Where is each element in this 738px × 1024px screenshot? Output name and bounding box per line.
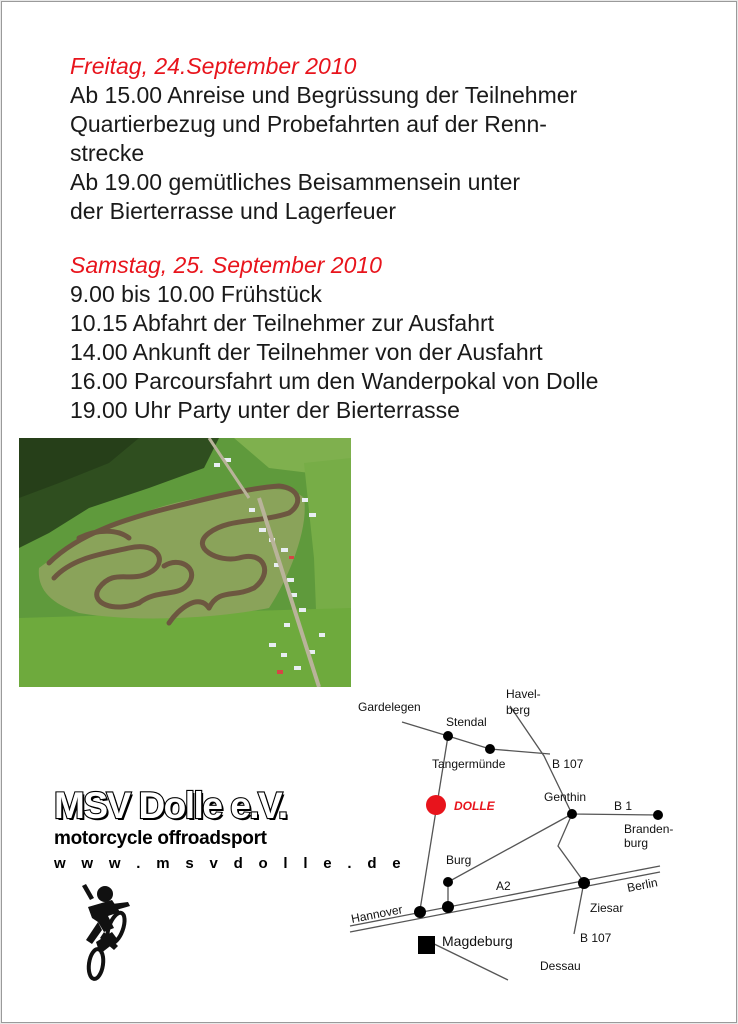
aerial-track-photo xyxy=(19,438,351,687)
node-burg xyxy=(443,877,453,887)
map-label-havelberg-2: berg xyxy=(506,703,531,717)
map-label-magdeburg: Magdeburg xyxy=(442,933,513,949)
event-schedule xyxy=(70,52,710,425)
map-label-dolle: DOLLE xyxy=(454,799,495,813)
map-label-b107-south: B 107 xyxy=(580,931,612,945)
map-label-hannover: Hannover xyxy=(349,902,404,926)
saturday-line: 19.00 Uhr Party unter der Bierterrasse xyxy=(70,397,460,423)
motocross-rider-icon xyxy=(68,882,138,982)
node-magdeburg-junction xyxy=(442,901,454,913)
aerial-photo-illustration xyxy=(19,438,351,687)
map-label-tangermuende: Tangermünde xyxy=(432,757,506,771)
map-label-b1: B 1 xyxy=(614,799,633,813)
saturday-line: 14.00 Ankunft der Teilnehmer von der Ausfahrt xyxy=(70,339,543,365)
road-gardelegen xyxy=(402,722,448,736)
map-label-berlin: Berlin xyxy=(625,875,659,895)
logo-title: MSV Dolle e.V. xyxy=(54,785,287,826)
logo-subtitle: motorcycle offroadsport xyxy=(54,828,267,849)
map-label-dessau: Dessau xyxy=(540,959,581,973)
node-tangermuende xyxy=(485,744,495,754)
friday-block xyxy=(70,52,710,226)
map-label-brandenburg-1: Branden- xyxy=(624,822,674,836)
flyer-page xyxy=(1,1,737,1023)
saturday-block xyxy=(70,251,710,425)
node-hannover xyxy=(414,906,426,918)
directions-map xyxy=(342,686,722,986)
road-stendal-genthin xyxy=(448,736,550,754)
friday-line: Quartierbezug und Probefahrten auf der Renn- xyxy=(70,111,547,137)
map-label-genthin: Genthin xyxy=(544,790,587,804)
club-logo xyxy=(54,785,407,872)
saturday-line: 16.00 Parcoursfahrt um den Wanderpokal von Dolle xyxy=(70,368,599,394)
dolle-marker-icon xyxy=(426,795,446,815)
map-label-brandenburg-2: burg xyxy=(624,836,649,850)
friday-line: Ab 19.00 gemütliches Beisammensein unter xyxy=(70,169,521,195)
map-label-b107-north: B 107 xyxy=(552,757,584,771)
node-genthin xyxy=(567,809,577,819)
map-label-ziesar: Ziesar xyxy=(590,901,624,915)
map-label-stendal: Stendal xyxy=(446,715,487,729)
road-b107-south xyxy=(558,814,584,934)
friday-line: der Bierterrasse und Lagerfeuer xyxy=(70,198,397,224)
map-label-havelberg-1: Havel- xyxy=(506,687,541,701)
node-ziesar xyxy=(578,877,590,889)
saturday-line: 10.15 Abfahrt der Teilnehmer zur Ausfahrt xyxy=(70,310,495,336)
saturday-line: 9.00 bis 10.00 Frühstück xyxy=(70,281,322,307)
node-magdeburg xyxy=(418,936,435,954)
friday-line: Ab 15.00 Anreise und Begrüssung der Teilnehmer xyxy=(70,82,578,108)
map-label-a2: A2 xyxy=(496,879,511,893)
map-label-burg: Burg xyxy=(446,853,472,867)
logo-url[interactable]: w w w . m s v d o l l e . d e xyxy=(54,855,407,872)
node-brandenburg xyxy=(653,810,663,820)
saturday-heading: Samstag, 25. September 2010 xyxy=(70,252,382,278)
map-label-gardelegen: Gardelegen xyxy=(358,700,421,714)
node-stendal xyxy=(443,731,453,741)
friday-line: strecke xyxy=(70,140,145,166)
friday-heading: Freitag, 24.September 2010 xyxy=(70,53,357,79)
